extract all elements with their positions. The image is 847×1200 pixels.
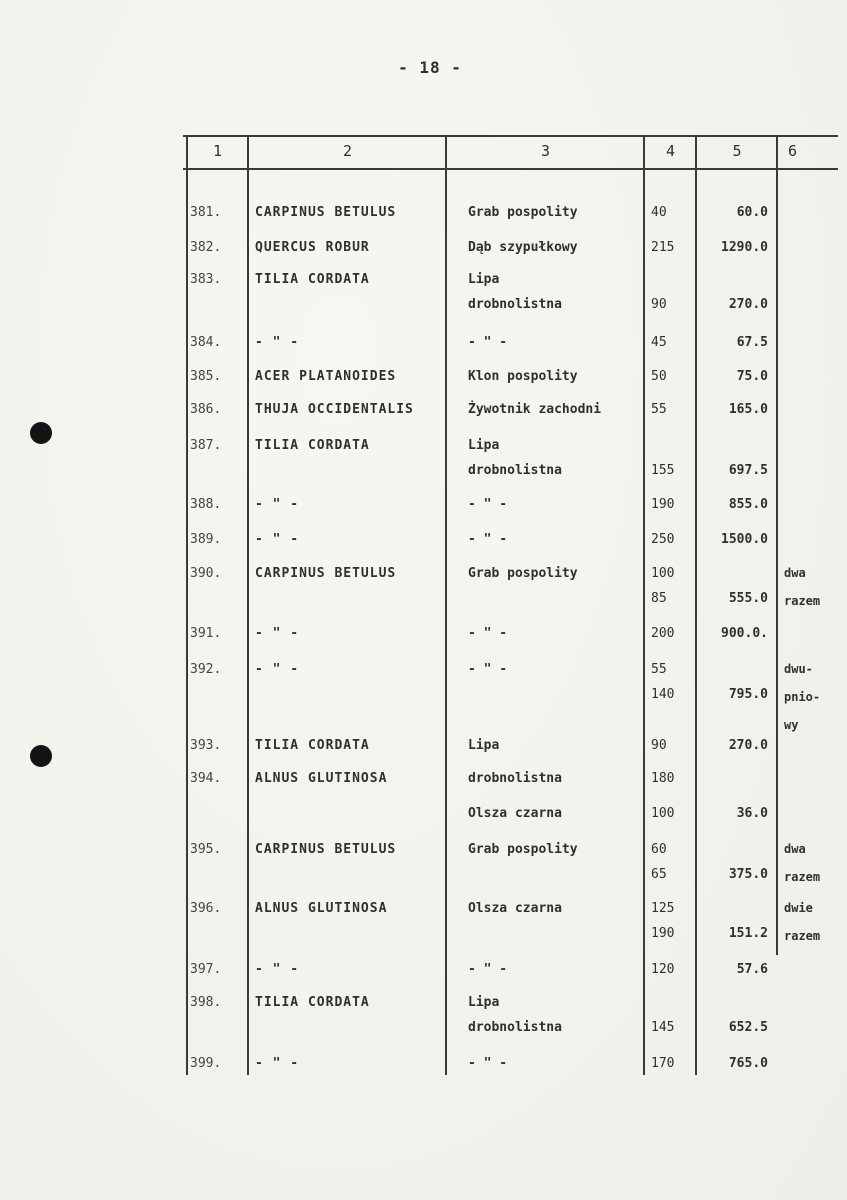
cell-circumference: 55: [651, 402, 667, 417]
cell-polish-name: Klon pospolity: [468, 369, 578, 384]
cell-value: 765.0: [728, 1056, 768, 1071]
cell-value: 555.0: [728, 591, 768, 606]
cell-remarks: razem: [784, 929, 821, 943]
cell-entry-number: 386.: [190, 402, 222, 417]
cell-latin-name: - " -: [255, 532, 300, 547]
cell-remarks: pnio-: [784, 690, 821, 704]
cell-entry-number: 383.: [190, 272, 222, 287]
cell-circumference: 100: [651, 806, 675, 821]
cell-entry-number: 391.: [190, 626, 222, 641]
cell-value: 75.0: [736, 369, 768, 384]
table-top-border: [183, 135, 838, 137]
cell-remarks: razem: [784, 594, 821, 608]
cell-latin-name: CARPINUS BETULUS: [255, 842, 397, 857]
cell-entry-number: 387.: [190, 438, 222, 453]
cell-value: 1500.0: [721, 532, 768, 547]
cell-polish-name: drobnolistna: [468, 1020, 562, 1035]
cell-entry-number: 393.: [190, 738, 222, 753]
cell-circumference: 45: [651, 335, 667, 350]
cell-latin-name: ALNUS GLUTINOSA: [255, 901, 388, 916]
cell-entry-number: 398.: [190, 995, 222, 1010]
cell-polish-name: Grab pospolity: [468, 842, 578, 857]
cell-circumference: 145: [651, 1020, 675, 1035]
cell-circumference: 170: [651, 1056, 675, 1071]
cell-circumference: 85: [651, 591, 667, 606]
cell-polish-name: - " -: [468, 626, 508, 641]
cell-value: 57.6: [736, 962, 768, 977]
cell-circumference: 215: [651, 240, 675, 255]
cell-polish-name: Lipa: [468, 438, 500, 453]
punch-hole-top: [30, 422, 52, 444]
cell-polish-name: Dąb szypułkowy: [468, 240, 578, 255]
cell-latin-name: TILIA CORDATA: [255, 438, 370, 453]
cell-circumference: 50: [651, 369, 667, 384]
cell-polish-name: Grab pospolity: [468, 566, 578, 581]
cell-entry-number: 384.: [190, 335, 222, 350]
cell-circumference: 55: [651, 662, 667, 677]
cell-value: 270.0: [728, 738, 768, 753]
cell-latin-name: - " -: [255, 662, 300, 677]
punch-hole-bottom: [30, 745, 52, 767]
cell-value: 60.0: [736, 205, 768, 220]
cell-value: 855.0: [728, 497, 768, 512]
cell-remarks: dwu-: [784, 662, 813, 676]
cell-latin-name: TILIA CORDATA: [255, 995, 370, 1010]
cell-circumference: 65: [651, 867, 667, 882]
cell-circumference: 140: [651, 687, 675, 702]
cell-circumference: 120: [651, 962, 675, 977]
cell-polish-name: Lipa: [468, 738, 500, 753]
cell-latin-name: ALNUS GLUTINOSA: [255, 771, 388, 786]
page-number: - 18 -: [398, 58, 462, 77]
header-col-6: 6: [787, 142, 798, 160]
cell-value: 900.0.: [721, 626, 768, 641]
cell-value: 67.5: [736, 335, 768, 350]
cell-entry-number: 389.: [190, 532, 222, 547]
cell-polish-name: Grab pospolity: [468, 205, 578, 220]
cell-value: 165.0: [728, 402, 768, 417]
cell-polish-name: Lipa: [468, 272, 500, 287]
cell-value: 36.0: [736, 806, 768, 821]
column-divider-3-4: [643, 135, 645, 1075]
cell-polish-name: - " -: [468, 335, 508, 350]
column-divider-5-6: [776, 135, 778, 955]
column-divider-2-3: [445, 135, 447, 1075]
cell-polish-name: - " -: [468, 1056, 508, 1071]
cell-circumference: 40: [651, 205, 667, 220]
cell-circumference: 90: [651, 738, 667, 753]
cell-value: 795.0: [728, 687, 768, 702]
cell-circumference: 200: [651, 626, 675, 641]
cell-latin-name: - " -: [255, 626, 300, 641]
cell-entry-number: 394.: [190, 771, 222, 786]
header-col-2: 2: [342, 142, 353, 160]
cell-circumference: 180: [651, 771, 675, 786]
cell-entry-number: 399.: [190, 1056, 222, 1071]
cell-entry-number: 382.: [190, 240, 222, 255]
cell-circumference: 250: [651, 532, 675, 547]
cell-circumference: 125: [651, 901, 675, 916]
cell-latin-name: QUERCUS ROBUR: [255, 240, 370, 255]
cell-entry-number: 392.: [190, 662, 222, 677]
cell-value: 270.0: [728, 297, 768, 312]
cell-polish-name: - " -: [468, 497, 508, 512]
cell-value: 375.0: [728, 867, 768, 882]
cell-value: 697.5: [728, 463, 768, 478]
cell-value: 1290.0: [721, 240, 768, 255]
cell-remarks: dwa: [784, 842, 806, 856]
header-col-4: 4: [665, 142, 676, 160]
cell-polish-name: drobnolistna: [468, 771, 562, 786]
cell-entry-number: 381.: [190, 205, 222, 220]
cell-circumference: 60: [651, 842, 667, 857]
cell-circumference: 190: [651, 497, 675, 512]
cell-latin-name: ACER PLATANOIDES: [255, 369, 397, 384]
cell-entry-number: 388.: [190, 497, 222, 512]
header-col-1: 1: [212, 142, 223, 160]
cell-polish-name: Żywotnik zachodni: [468, 402, 602, 417]
header-bottom-border: [183, 168, 838, 170]
cell-entry-number: 396.: [190, 901, 222, 916]
cell-circumference: 155: [651, 463, 675, 478]
cell-latin-name: - " -: [255, 497, 300, 512]
cell-latin-name: - " -: [255, 1056, 300, 1071]
cell-polish-name: - " -: [468, 962, 508, 977]
cell-polish-name: - " -: [468, 662, 508, 677]
cell-polish-name: - " -: [468, 532, 508, 547]
cell-value: 652.5: [728, 1020, 768, 1035]
column-divider-1-2: [247, 135, 249, 1075]
cell-circumference: 100: [651, 566, 675, 581]
cell-entry-number: 385.: [190, 369, 222, 384]
cell-remarks: dwa: [784, 566, 806, 580]
cell-latin-name: THUJA OCCIDENTALIS: [255, 402, 414, 417]
header-col-3: 3: [540, 142, 551, 160]
cell-latin-name: - " -: [255, 962, 300, 977]
cell-latin-name: CARPINUS BETULUS: [255, 205, 397, 220]
cell-polish-name: Olsza czarna: [468, 806, 562, 821]
cell-remarks: razem: [784, 870, 821, 884]
cell-value: 151.2: [728, 926, 768, 941]
cell-remarks: dwie: [784, 901, 813, 915]
cell-latin-name: TILIA CORDATA: [255, 272, 370, 287]
cell-remarks: wy: [784, 718, 799, 732]
cell-circumference: 190: [651, 926, 675, 941]
cell-polish-name: Lipa: [468, 995, 500, 1010]
cell-entry-number: 395.: [190, 842, 222, 857]
cell-polish-name: drobnolistna: [468, 463, 562, 478]
column-divider-left: [186, 135, 188, 1075]
cell-latin-name: - " -: [255, 335, 300, 350]
cell-entry-number: 397.: [190, 962, 222, 977]
cell-entry-number: 390.: [190, 566, 222, 581]
cell-latin-name: CARPINUS BETULUS: [255, 566, 397, 581]
header-col-5: 5: [732, 142, 742, 160]
cell-latin-name: TILIA CORDATA: [255, 738, 370, 753]
cell-circumference: 90: [651, 297, 667, 312]
cell-polish-name: drobnolistna: [468, 297, 562, 312]
cell-polish-name: Olsza czarna: [468, 901, 562, 916]
column-divider-4-5: [695, 135, 697, 1075]
